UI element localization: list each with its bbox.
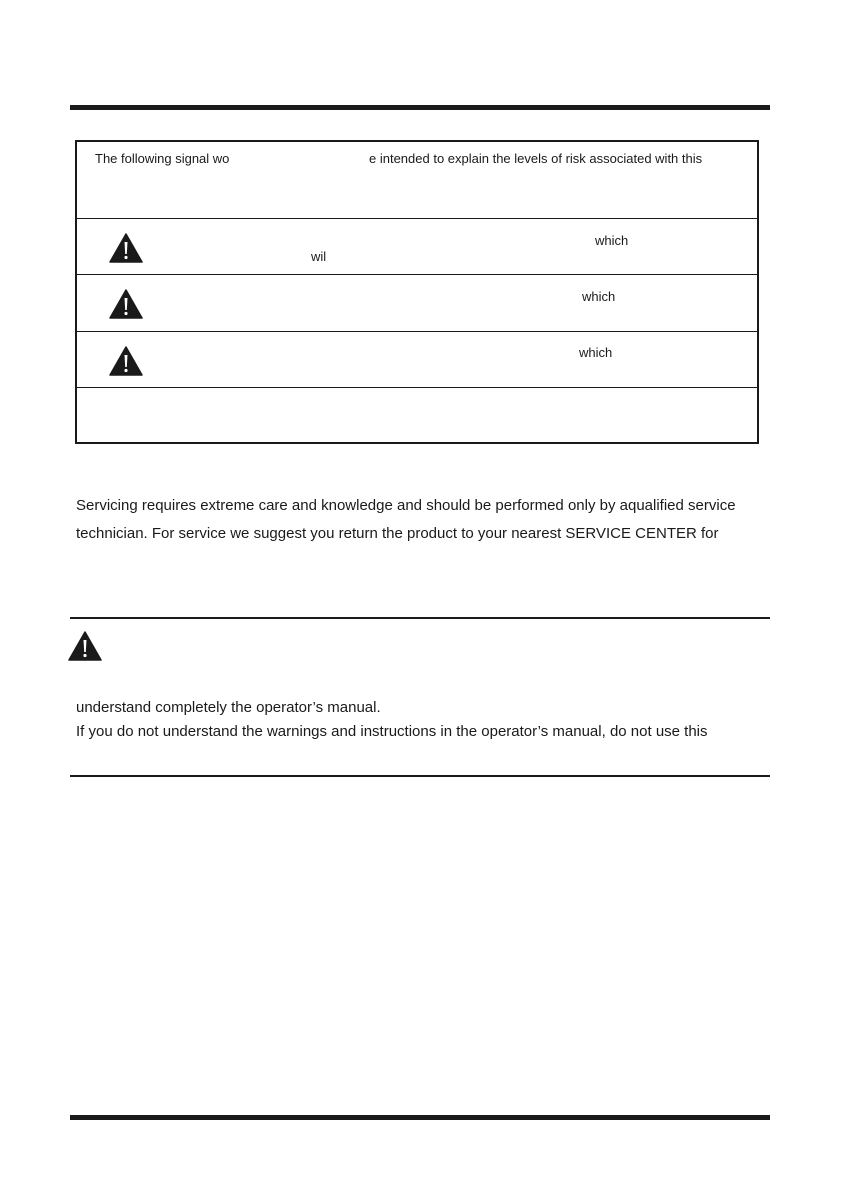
top-rule: [70, 105, 770, 110]
row-which-text: which: [579, 345, 613, 360]
warning-triangle-icon: [109, 289, 143, 319]
warning-line-1: understand completely the operator’s manual.: [76, 699, 381, 716]
intro-text-left: The following signal wo: [95, 151, 230, 166]
warning-triangle-icon: [68, 631, 102, 661]
table-row: [77, 332, 757, 387]
bottom-rule: [70, 1115, 770, 1120]
warning-bottom-rule: [70, 775, 770, 777]
warning-line-2: If you do not understand the warnings and instructions in the operator’s manual, do not use this: [76, 723, 708, 740]
warning-triangle-icon: [109, 233, 143, 263]
table-intro-cell: [77, 142, 757, 218]
warning-triangle-icon: [109, 346, 143, 376]
servicing-line-2: technician. For service we suggest you return the product to your nearest SERVICE CENTER for: [76, 525, 719, 542]
row-which-text: which: [582, 289, 616, 304]
row-line2-text: wil: [311, 249, 327, 264]
table-row: [77, 275, 757, 331]
table-row: [77, 219, 757, 274]
intro-text-right: e intended to explain the levels of risk associated with this: [369, 151, 703, 166]
row-which-text: which: [595, 233, 629, 248]
servicing-line-1: Servicing requires extreme care and knowledge and should be performed only by aqualified service: [76, 497, 736, 514]
warning-top-rule: [70, 617, 770, 619]
table-row: [77, 388, 757, 442]
signal-word-table: [75, 140, 759, 444]
